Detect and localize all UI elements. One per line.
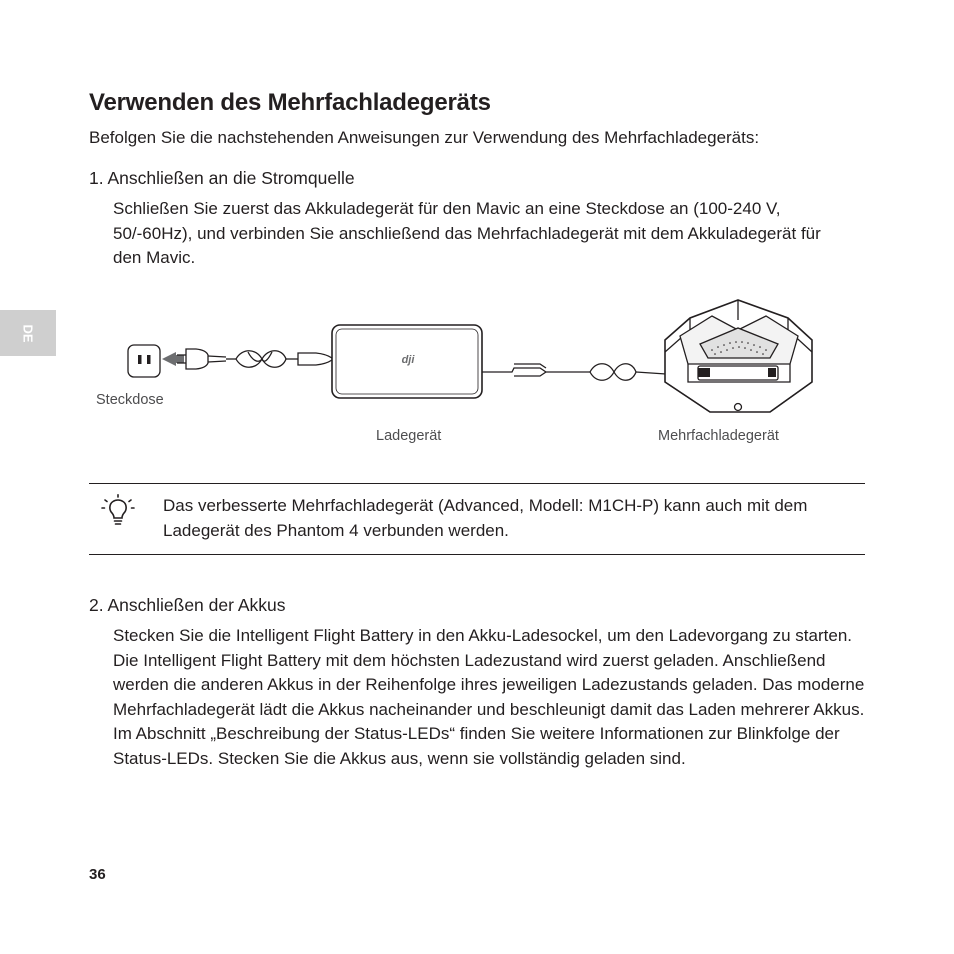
page-number: 36 [89, 866, 106, 883]
power-outlet-icon [128, 345, 160, 377]
connection-diagram [0, 290, 954, 460]
charger-logo: dji [401, 354, 415, 366]
tip-divider-top [89, 483, 865, 484]
charging-hub-icon [665, 300, 812, 412]
language-tab-label: DE [20, 323, 36, 343]
step2-body [113, 624, 873, 771]
page-title: Verwenden des Mehrfachladegeräts [89, 89, 491, 116]
intro-text: Befolgen Sie die nachstehenden Anweisungen zur Verwendung des Mehrfachladegeräts: [89, 128, 760, 147]
step2-heading: 2. Anschließen der Akkus [89, 595, 286, 615]
tip-text: Das verbesserte Mehrfachladegerät (Advanced, Modell: M1CH-P) kann auch mit dem Ladegerät des Phantom 4 verbunden werden. [163, 496, 808, 540]
multi-charger-label: Mehrfachladegerät [658, 428, 779, 444]
power-plug-icon [177, 349, 226, 369]
step1-paragraph: Schließen Sie zuerst das Akkuladegerät für den Mavic an eine Steckdose an (100-240 V, 50/-60Hz), und verbinden Sie anschließend das Mehrfachladegerät mit dem Akkuladegerät für den Mavic. [113, 199, 821, 267]
lightbulb-icon [101, 494, 135, 530]
charger-label: Ladegerät [376, 428, 442, 444]
tip-divider-bottom [89, 554, 865, 555]
step1-heading: 1. Anschließen an die Stromquelle [89, 168, 355, 188]
step2-paragraph-1: Stecken Sie die Intelligent Flight Battery in den Akku-Ladesockel, um den Ladevorgang zu starten. Die Intelligent Flight Battery mit dem höchsten Ladezustand wird zuerst geladen. Anschließend werden die anderen Akkus in der Reihenfolge ihres jeweiligen Ladezustands geladen. Das moderne Mehrfachladegerät lädt die Akkus nacheinander und beschleunigt damit das Laden mehrerer Akkus. [113, 626, 865, 719]
step1-body [113, 197, 833, 271]
socket-label: Steckdose [96, 392, 164, 408]
step2-paragraph-2: Im Abschnitt „Beschreibung der Status-LEDs“ finden Sie weitere Informationen zur Blinkfolge der Status-LEDs. Stecken Sie die Akkus aus, wenn sie vollständig geladen sind. [113, 724, 840, 768]
